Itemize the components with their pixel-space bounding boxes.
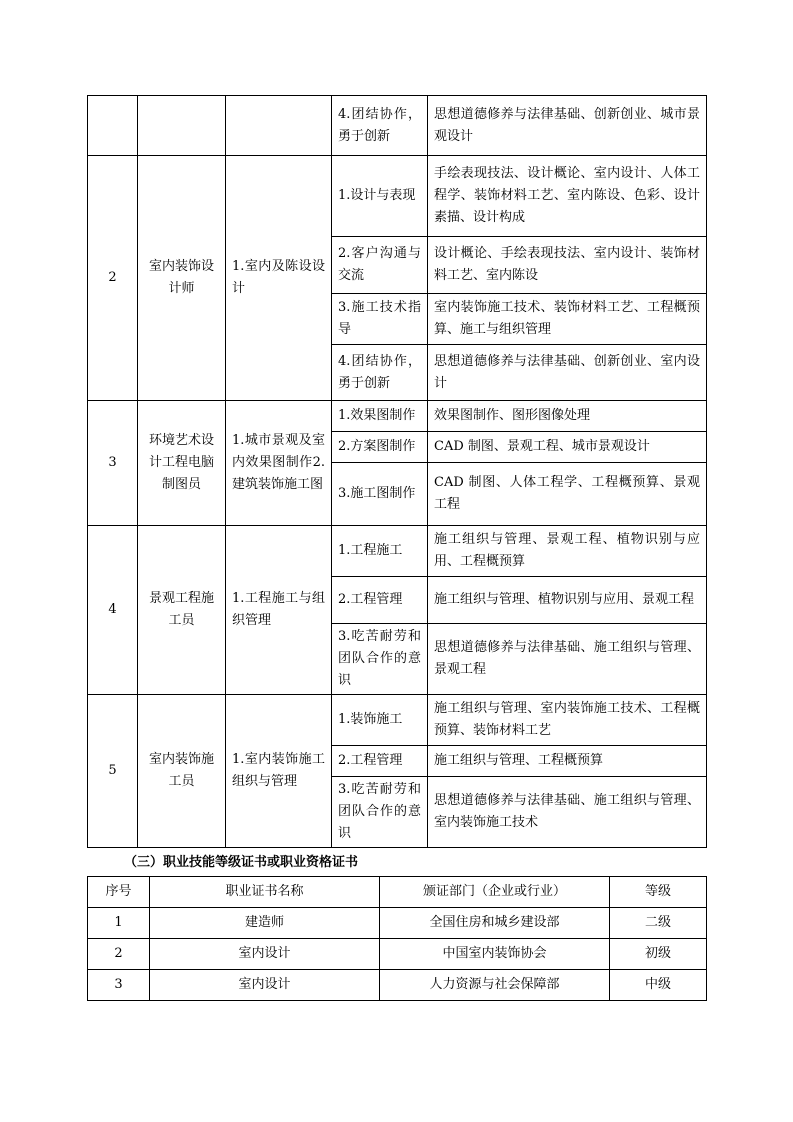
post-name: 室内装饰设计师 xyxy=(138,156,226,401)
courses-cell: 效果图制作、图形图像处理 xyxy=(428,401,707,432)
task-cell: 1.工程施工 xyxy=(332,526,428,577)
courses-cell: CAD 制图、景观工程、城市景观设计 xyxy=(428,432,707,463)
task-cell: 1.装饰施工 xyxy=(332,695,428,746)
cert-issuer: 全国住房和城乡建设部 xyxy=(380,908,610,939)
cert-number: 2 xyxy=(88,939,150,970)
cert-number: 3 xyxy=(88,970,150,1001)
row-number: 4 xyxy=(88,526,138,695)
cert-number: 1 xyxy=(88,908,150,939)
task-cell: 1.效果图制作 xyxy=(332,401,428,432)
task-cell: 2.方案图制作 xyxy=(332,432,428,463)
column-header: 序号 xyxy=(88,877,150,908)
row-number: 3 xyxy=(88,401,138,526)
task-cell: 4.团结协作，勇于创新 xyxy=(332,345,428,401)
task-cell: 2.工程管理 xyxy=(332,746,428,777)
column-header: 颁证部门（企业或行业） xyxy=(380,877,610,908)
post-name: 室内装饰施工员 xyxy=(138,695,226,848)
work-field-item: 1.城市景观及室内效果图制作 xyxy=(232,433,325,470)
task-cell: 3.吃苦耐劳和团队合作的意识 xyxy=(332,777,428,848)
courses-cell: 思想道德修养与法律基础、施工组织与管理、景观工程 xyxy=(428,624,707,695)
courses-cell: 施工组织与管理、植物识别与应用、景观工程 xyxy=(428,577,707,624)
row-number: 2 xyxy=(88,156,138,401)
cert-name: 室内设计 xyxy=(150,939,380,970)
task-cell: 1.设计与表现 xyxy=(332,156,428,237)
column-header: 职业证书名称 xyxy=(150,877,380,908)
work-field xyxy=(226,401,332,526)
courses-cell: 室内装饰施工技术、装饰材料工艺、工程概预算、施工与组织管理 xyxy=(428,294,707,345)
courses-cell: 施工组织与管理、景观工程、植物识别与应用、工程概预算 xyxy=(428,526,707,577)
work-field: 1.室内及陈设设计 xyxy=(226,156,332,401)
job-course-table xyxy=(87,95,707,848)
cert-issuer: 人力资源与社会保障部 xyxy=(380,970,610,1001)
courses-cell: 施工组织与管理、室内装饰施工技术、工程概预算、装饰材料工艺 xyxy=(428,695,707,746)
courses-cell: 思想道德修养与法律基础、创新创业、室内设计 xyxy=(428,345,707,401)
cert-level: 二级 xyxy=(610,908,707,939)
task-cell: 3.吃苦耐劳和团队合作的意识 xyxy=(332,624,428,695)
courses-cell: 手绘表现技法、设计概论、室内设计、人体工程学、装饰材料工艺、室内陈设、色彩、设计素描、设计构成 xyxy=(428,156,707,237)
cert-name: 室内设计 xyxy=(150,970,380,1001)
work-field: 1.工程施工与组织管理 xyxy=(226,526,332,695)
work-field: 1.室内装饰施工组织与管理 xyxy=(226,695,332,848)
cert-level: 初级 xyxy=(610,939,707,970)
post-name: 景观工程施工员 xyxy=(138,526,226,695)
certificate-table xyxy=(87,876,707,1001)
table-row xyxy=(88,970,707,1001)
courses-cell: 设计概论、手绘表现技法、室内设计、装饰材料工艺、室内陈设 xyxy=(428,237,707,294)
table-row xyxy=(88,695,707,746)
cert-level: 中级 xyxy=(610,970,707,1001)
task-cell: 3.施工图制作 xyxy=(332,463,428,526)
section-title: （三）职业技能等级证书或职业资格证书 xyxy=(124,855,359,870)
cert-name: 建造师 xyxy=(150,908,380,939)
table-row xyxy=(88,156,707,237)
courses-cell: 思想道德修养与法律基础、施工组织与管理、室内装饰施工技术 xyxy=(428,777,707,848)
row-number: 5 xyxy=(88,695,138,848)
table-row xyxy=(88,401,707,432)
post-name: 环境艺术设计工程电脑制图员 xyxy=(138,401,226,526)
courses-cell: CAD 制图、人体工程学、工程概预算、景观工程 xyxy=(428,463,707,526)
table-row xyxy=(88,908,707,939)
courses-cell: 施工组织与管理、工程概预算 xyxy=(428,746,707,777)
table-row xyxy=(88,939,707,970)
table-row xyxy=(88,526,707,577)
courses-cell: 思想道德修养与法律基础、创新创业、城市景观设计 xyxy=(428,96,707,156)
task-cell: 4.团结协作，勇于创新 xyxy=(332,96,428,156)
task-cell: 3.施工技术指导 xyxy=(332,294,428,345)
work-field-item: 2.建筑装饰施工图 xyxy=(232,455,325,492)
table-header-row xyxy=(88,877,707,908)
cert-issuer: 中国室内装饰协会 xyxy=(380,939,610,970)
task-cell: 2.客户沟通与交流 xyxy=(332,237,428,294)
task-cell: 2.工程管理 xyxy=(332,577,428,624)
table-row xyxy=(88,96,707,156)
column-header: 等级 xyxy=(610,877,707,908)
